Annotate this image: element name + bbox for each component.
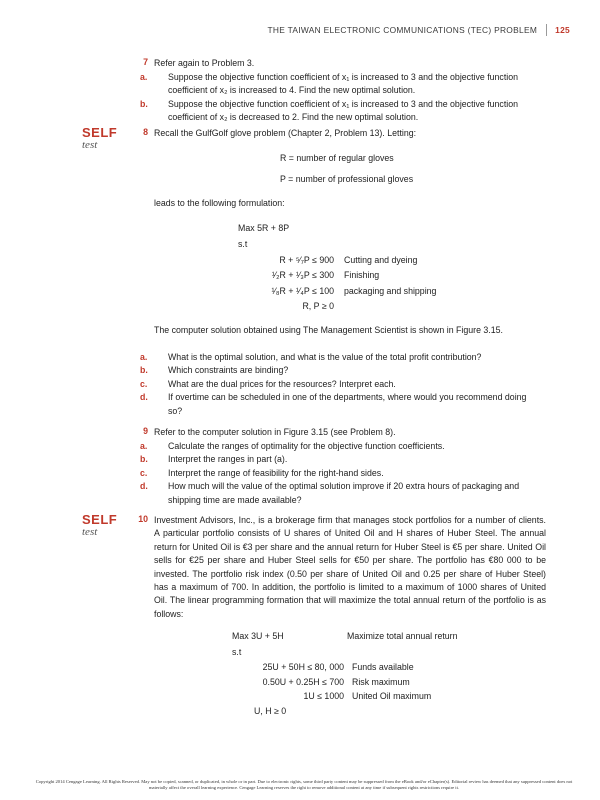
problem-8-parts bbox=[140, 351, 546, 418]
p10-objective-label: Maximize total annual return bbox=[347, 631, 458, 641]
part-letter: c. bbox=[140, 378, 148, 389]
header-divider bbox=[546, 24, 547, 36]
problem-9-part-c bbox=[140, 467, 546, 480]
part-letter: d. bbox=[140, 481, 148, 492]
constraint-label: Cutting and dyeing bbox=[344, 255, 418, 265]
problem-7-number: 7 bbox=[143, 57, 148, 67]
problem-9-part-d bbox=[140, 480, 546, 507]
problem-7-part-a bbox=[140, 71, 524, 98]
problem-10-number: 10 bbox=[138, 514, 148, 524]
problem-9-part-b bbox=[140, 453, 546, 466]
self-label: SELF bbox=[82, 125, 118, 140]
part-letter: b. bbox=[140, 365, 148, 376]
definition-r: R = number of regular gloves bbox=[280, 153, 394, 163]
self-label: SELF bbox=[82, 512, 118, 527]
constraint-expr: R + ⁵⁄₇P ≤ 900 bbox=[279, 255, 334, 265]
problem-8-part-a bbox=[140, 351, 546, 364]
p10-st: s.t bbox=[232, 647, 242, 657]
nonnegativity: U, H ≥ 0 bbox=[254, 706, 287, 716]
problem-8-number: 8 bbox=[143, 127, 148, 137]
self-test-marker-10 bbox=[82, 513, 117, 538]
part-text: What are the dual prices for the resources? Interpret each. bbox=[168, 378, 396, 389]
computer-solution-text: The computer solution obtained using The Management Scientist is shown in Figure 3.15. bbox=[154, 325, 503, 335]
part-letter: d. bbox=[140, 392, 148, 403]
page-number: 125 bbox=[555, 25, 570, 35]
nonnegativity: R, P ≥ 0 bbox=[302, 301, 334, 311]
problem-9-text: Refer to the computer solution in Figure 3.15 (see Problem 8). bbox=[154, 427, 396, 437]
problem-9-number: 9 bbox=[143, 426, 148, 436]
constraint-expr: ¹⁄₂R + ¹⁄₃P ≤ 300 bbox=[271, 270, 334, 280]
problem-8-part-c bbox=[140, 378, 546, 391]
part-text: Suppose the objective function coefficient of x₁ is increased to 3 and the objective function coefficient of x₂ is increased to 4. Find the new optimal solution. bbox=[168, 72, 519, 96]
constraint-expr: 0.50U + 0.25H ≤ 700 bbox=[262, 677, 344, 687]
part-letter: a. bbox=[140, 441, 148, 451]
part-letter: c. bbox=[140, 467, 148, 478]
problem-8-intro: Recall the GulfGolf glove problem (Chapter 2, Problem 13). Letting: bbox=[154, 128, 417, 138]
problem-7-part-b bbox=[140, 98, 524, 125]
part-text: Suppose the objective function coefficient of x₁ is increased to 3 and the objective function coefficient of x₂ is decreased to 2. Find the new optimal solution. bbox=[168, 98, 519, 123]
problem-9-part-a bbox=[140, 440, 546, 453]
part-letter: a. bbox=[140, 72, 148, 82]
p10-objective: Max 3U + 5H bbox=[232, 631, 284, 641]
constraint-label: Funds available bbox=[352, 662, 414, 672]
running-title: THE TAIWAN ELECTRONIC COMMUNICATIONS (TEC) PROBLEM bbox=[267, 25, 538, 35]
part-text: Interpret the range of feasibility for the right-hand sides. bbox=[168, 467, 384, 478]
self-test-marker-8 bbox=[82, 126, 117, 151]
constraint-label: Risk maximum bbox=[352, 677, 410, 687]
definition-p: P = number of professional gloves bbox=[280, 174, 414, 184]
part-text: Interpret the ranges in part (a). bbox=[168, 454, 288, 465]
part-text: Which constraints are binding? bbox=[168, 365, 289, 376]
problem-7-text: Refer again to Problem 3. bbox=[154, 58, 255, 68]
test-label: test bbox=[82, 139, 98, 151]
running-header bbox=[267, 24, 570, 36]
problem-10-text: Investment Advisors, Inc., is a brokerage firm that manages stock portfolios for a number of clients. A particular portfolio consists of U shares of United Oil and H shares of Huber Steel. The annual return for United Oil is €3 per share and the annual return for Huber Steel is €5 per share. United Oil sells for €25 per share and Huber Steel sells for €50 per share. The portfolio has €80 000 to be invested. The portfolio risk index (0.50 per share of United Oil and 0.25 per share of Huber Steel) has a maximum of 700. In addition, the portfolio is limited to a maximum of 1000 shares of United Oil. The linear programming formation that will maximize the total annual return of the portfolio is as follows: bbox=[154, 515, 546, 619]
part-text: How much will the value of the optimal solution improve if 20 extra hours of packaging and shipping time are made available? bbox=[168, 481, 520, 505]
constraint-expr: 1U ≤ 1000 bbox=[303, 691, 344, 701]
constraint-label: United Oil maximum bbox=[352, 691, 432, 701]
part-letter: a. bbox=[140, 352, 148, 362]
part-text: If overtime can be scheduled in one of the departments, where would you recommend doing so? bbox=[168, 392, 527, 416]
problem-9-parts bbox=[140, 440, 546, 507]
problem-8-part-b bbox=[140, 364, 546, 377]
test-label: test bbox=[82, 526, 98, 538]
part-text: What is the optimal solution, and what is the value of the total profit contribution? bbox=[168, 352, 482, 362]
p8-objective: Max 5R + 8P bbox=[238, 223, 290, 233]
problem-7-parts bbox=[140, 71, 524, 125]
p8-st: s.t bbox=[238, 239, 248, 249]
part-letter: b. bbox=[140, 98, 148, 109]
constraint-label: Finishing bbox=[344, 270, 380, 280]
leads-text: leads to the following formulation: bbox=[154, 198, 285, 208]
constraint-expr: 25U + 50H ≤ 80, 000 bbox=[262, 662, 344, 672]
part-text: Calculate the ranges of optimality for the objective function coefficients. bbox=[168, 441, 445, 451]
part-letter: b. bbox=[140, 454, 148, 465]
problem-8-part-d bbox=[140, 391, 546, 418]
constraint-label: packaging and shipping bbox=[344, 286, 437, 296]
copyright-footer: Copyright 2014 Cengage Learning. All Rights Reserved. May not be copied, scanned, or duplicated, in whole or in part. Due to electronic rights, some third party content may be suppressed from the eBook and/or eChapter(s). Editorial review has deemed that any suppressed content does not materially affect the overall learning experience. Cengage Learning reserves the right to remove additional content at any time if subsequent rights restrictions require it. bbox=[35, 779, 573, 790]
constraint-expr: ¹⁄₈R + ¹⁄₄P ≤ 100 bbox=[271, 286, 334, 296]
